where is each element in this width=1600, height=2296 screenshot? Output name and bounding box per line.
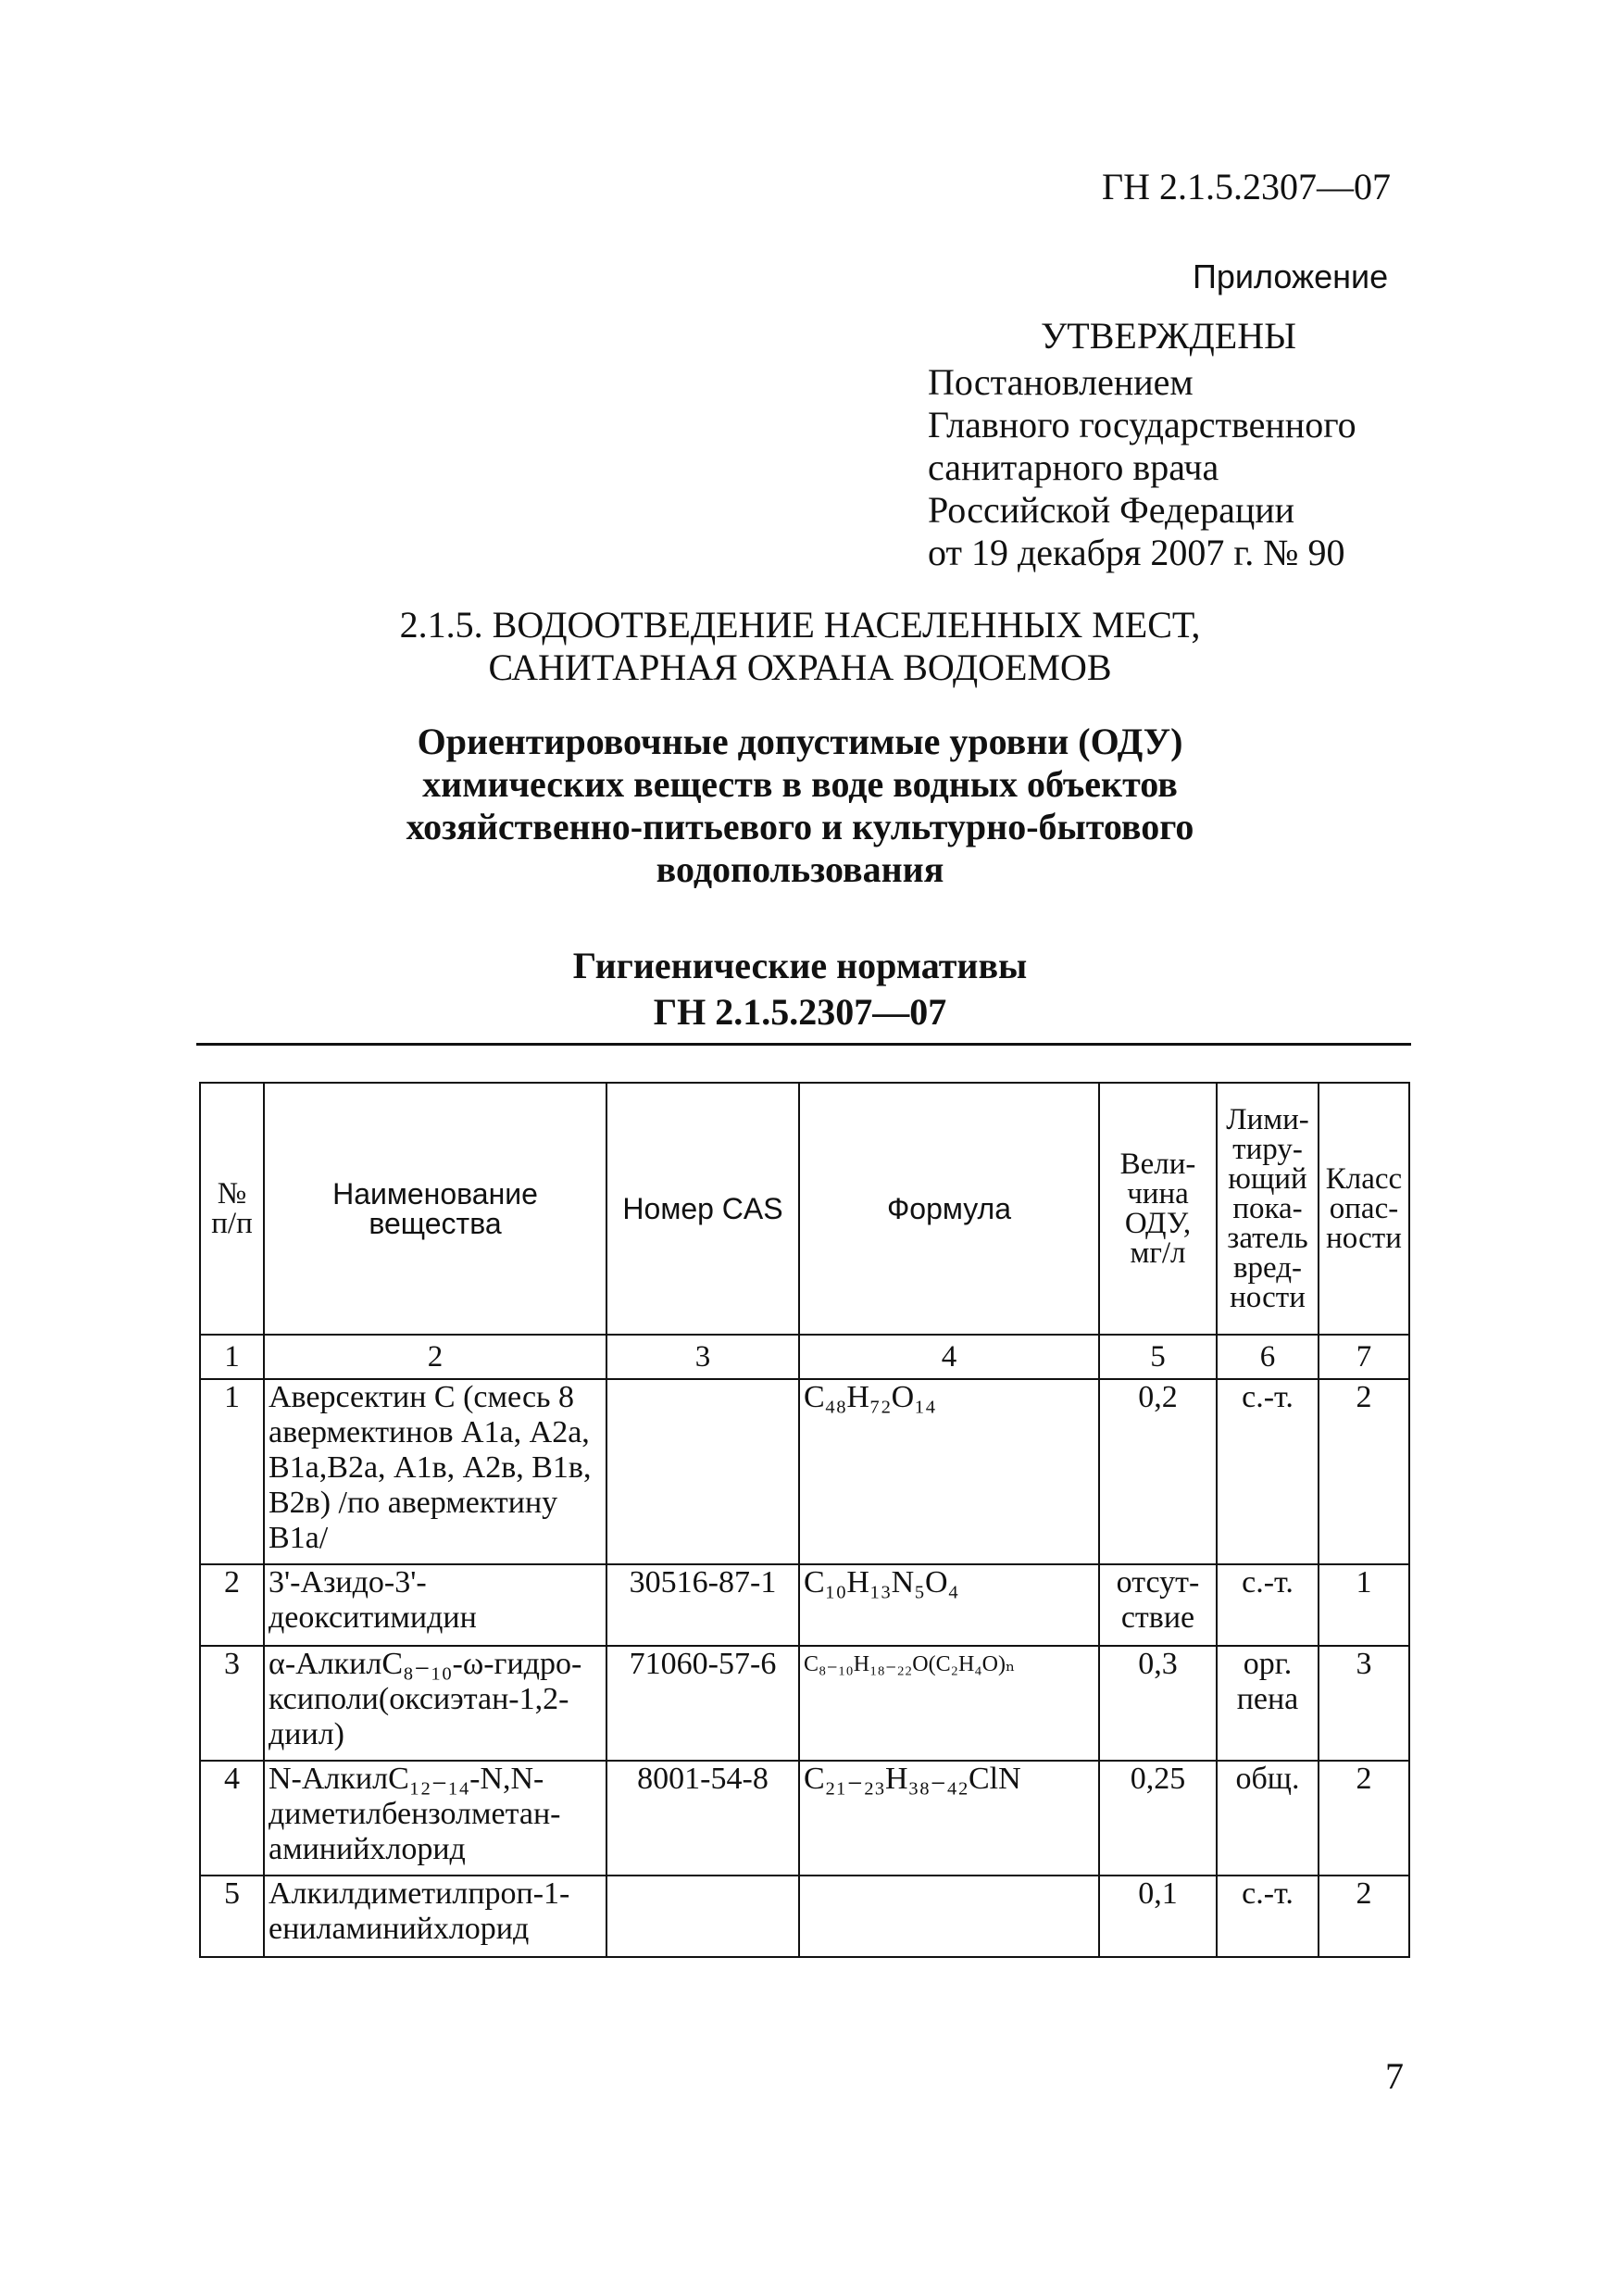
header-cell: № п/п [200,1083,264,1335]
document-code: ГН 2.1.5.2307—07 [1102,166,1392,207]
section-line: 2.1.5. ВОДООТВЕДЕНИЕ НАСЕЛЕННЫХ МЕСТ, [399,604,1201,646]
row-number: 5 [200,1876,264,1957]
formula: C₄₈H₇₂O₁₄ [799,1379,1099,1564]
substance-name: Аверсектин С (смесь 8 авермектинов А1а, А2а, В1а,В2а, А1в, А2в, В1в, В2в) /по авермектину В1а/ [264,1379,606,1564]
limiting-indicator: с.-т. [1217,1876,1319,1957]
hazard-class: 2 [1319,1761,1409,1876]
norms-line: ГН 2.1.5.2307—07 [653,991,947,1033]
table-row [200,1564,1409,1646]
odu-value: 0,2 [1099,1379,1217,1564]
cas-number: 71060-57-6 [606,1646,799,1761]
hazard-class: 2 [1319,1379,1409,1564]
cas-number [606,1379,799,1564]
cas-number: 8001-54-8 [606,1761,799,1876]
column-number: 5 [1099,1335,1217,1379]
column-number: 7 [1319,1335,1409,1379]
title-divider [196,1043,1411,1046]
formula: C₈₋₁₀H₁₈₋₂₂O(C₂H₄O)ₙ [799,1646,1099,1761]
substance-name: α-АлкилC₈₋₁₀-ω-гидро-ксиполи(оксиэтан-1,2-диил) [264,1646,606,1761]
title-line: Ориентировочные допустимые уровни (ОДУ) [417,721,1183,762]
row-number: 4 [200,1761,264,1876]
title-line: водопользования [656,848,944,890]
formula: C₂₁₋₂₃H₃₈₋₄₂ClN [799,1761,1099,1876]
odu-value: 0,3 [1099,1646,1217,1761]
norms-heading [426,943,1174,1035]
substance-name: N-АлкилC₁₂₋₁₄-N,N-диметилбензолметан-аминийхлорид [264,1761,606,1876]
column-number: 6 [1217,1335,1319,1379]
column-number-row [200,1335,1409,1379]
limiting-indicator: с.-т. [1217,1379,1319,1564]
column-number: 1 [200,1335,264,1379]
header-cell: Формула [799,1083,1099,1335]
table-row [200,1646,1409,1761]
approval-block [928,315,1409,574]
approved-word: УТВЕРЖДЕНЫ [1040,315,1297,357]
odu-value: 0,25 [1099,1761,1217,1876]
document-title [241,721,1359,891]
odu-value: 0,1 [1099,1876,1217,1957]
header-cell: Вели-чина ОДУ, мг/л [1099,1083,1217,1335]
hazard-class: 1 [1319,1564,1409,1646]
approved-line: от 19 декабря 2007 г. № 90 [928,532,1345,573]
row-number: 2 [200,1564,264,1646]
table-row [200,1379,1409,1564]
substance-name: 3'-Азидо-3'-деокситимидин [264,1564,606,1646]
formula: C₁₀H₁₃N₅O₄ [799,1564,1099,1646]
norms-line: Гигиенические нормативы [572,945,1028,986]
table-row [200,1761,1409,1876]
limiting-indicator: орг. пена [1217,1646,1319,1761]
appendix-label: Приложение [1193,257,1389,295]
formula [799,1876,1099,1957]
title-line: химических веществ в воде водных объектов [422,763,1178,805]
title-line: хозяйственно-питьевого и культурно-бытового [406,806,1194,847]
header-cell: Лими-тиру-ющий пока-затель вред-ности [1217,1083,1319,1335]
hazard-class: 2 [1319,1876,1409,1957]
substance-name: Алкилдиметилпроп-1-ениламинийхлорид [264,1876,606,1957]
hazard-class: 3 [1319,1646,1409,1761]
approved-line: Российской Федерации [928,489,1295,531]
table-header-row [200,1083,1409,1335]
row-number: 1 [200,1379,264,1564]
approved-line: Постановлением [928,361,1194,403]
column-number: 3 [606,1335,799,1379]
odu-table [199,1082,1410,1958]
cas-number [606,1876,799,1957]
limiting-indicator: общ. [1217,1761,1319,1876]
column-number: 4 [799,1335,1099,1379]
header-cell: Класс опас-ности [1319,1083,1409,1335]
table-row [200,1876,1409,1957]
odu-value: отсут-ствие [1099,1564,1217,1646]
approved-line: Главного государственного [928,404,1356,445]
cas-number: 30516-87-1 [606,1564,799,1646]
approved-line: санитарного врача [928,446,1219,488]
section-heading [278,604,1322,689]
header-cell: Номер CAS [606,1083,799,1335]
column-number: 2 [264,1335,606,1379]
page-number: 7 [1385,2055,1404,2097]
header-cell: Наименование вещества [264,1083,606,1335]
row-number: 3 [200,1646,264,1761]
section-line: САНИТАРНАЯ ОХРАНА ВОДОЕМОВ [488,646,1112,688]
limiting-indicator: с.-т. [1217,1564,1319,1646]
